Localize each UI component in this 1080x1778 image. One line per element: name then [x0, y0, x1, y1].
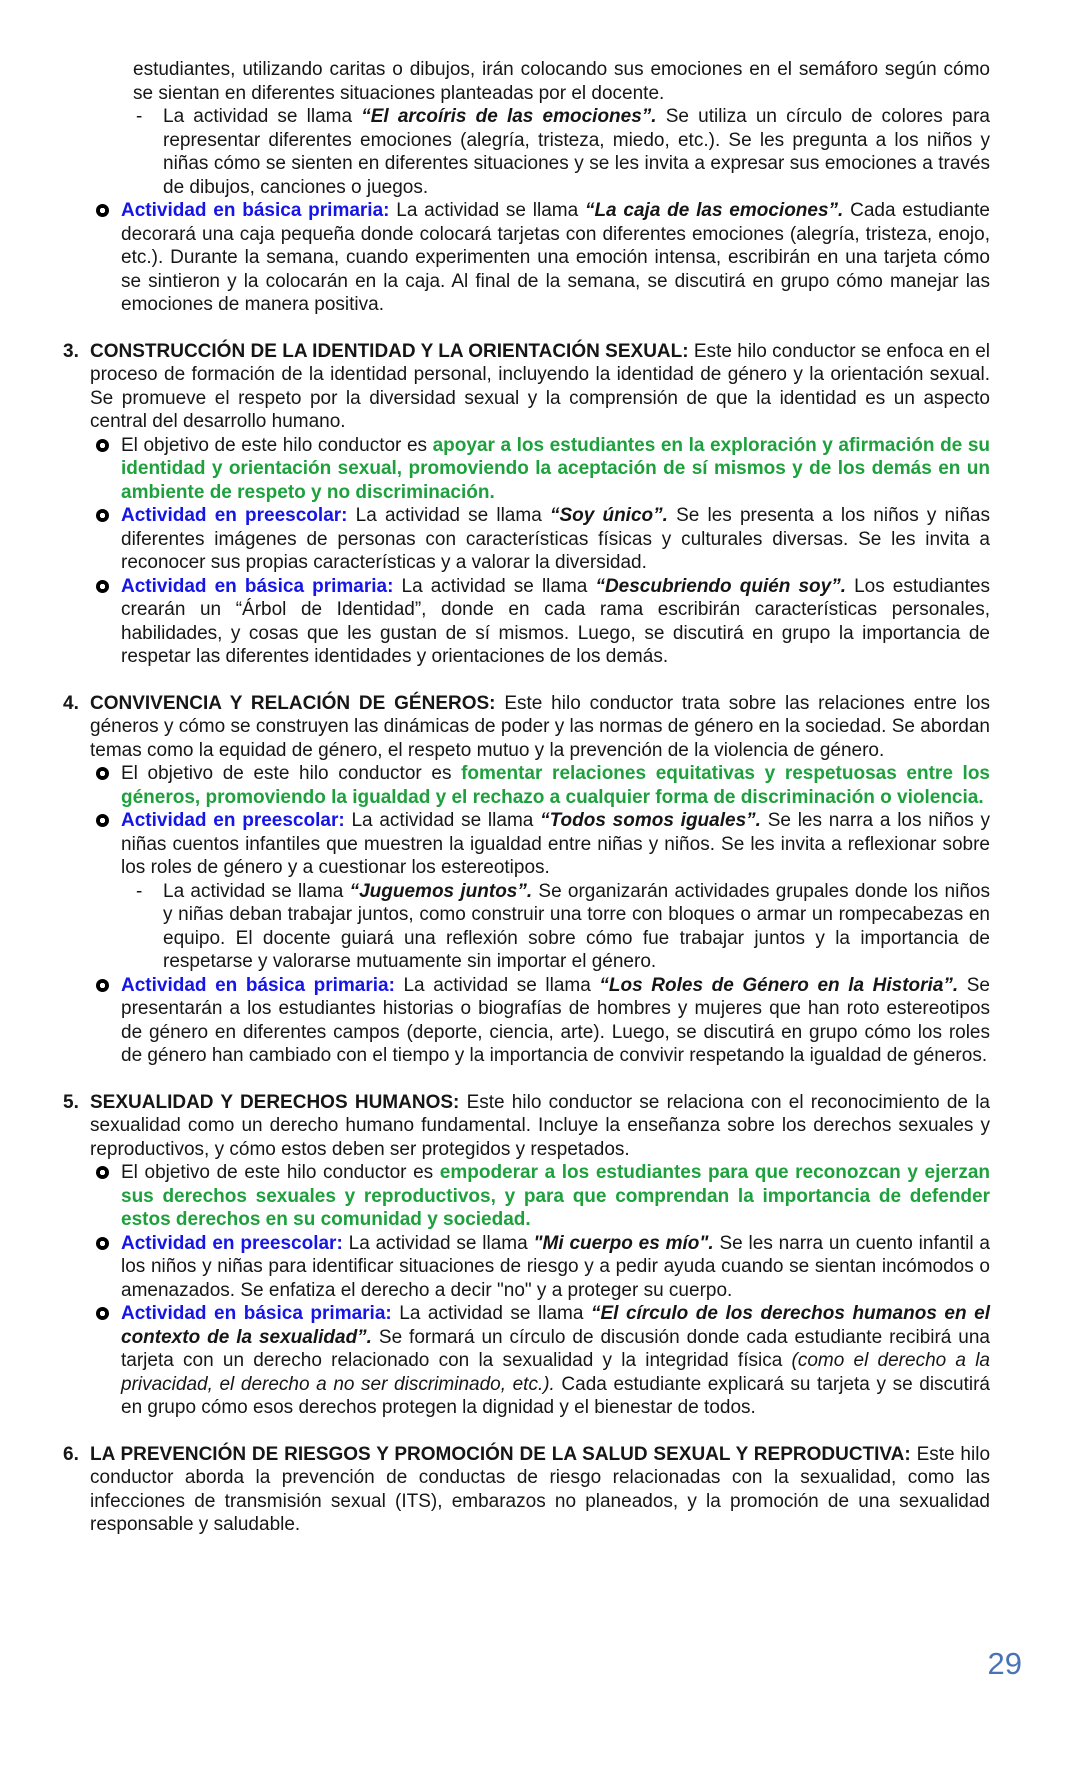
text-run: Se presentarán a los estudiantes historias o biografías de hombres y mujeres que han roto estereotipos de género en diferentes campos (deporte, ciencia, arte). Luego, se discutirá en grupo cómo los roles de género han cambiado con el tiempo y la importancia de convivir respetando la igualdad de géneros. [121, 974, 990, 1066]
text-run: Se les presenta a los niños y niñas diferentes imágenes de personas con características físicas y culturales diversas. Se les invita a reconocer sus propias características y a valorar la diversidad. [121, 505, 990, 573]
activity-name: "Mi cuerpo es mío". [533, 1232, 714, 1254]
numbered-section [63, 1443, 991, 1537]
bullet-icon [96, 439, 109, 452]
section-heading: SEXUALIDAD Y DERECHOS HUMANOS: [90, 1091, 460, 1113]
activity-label: Actividad en preescolar: [121, 1232, 343, 1254]
list-number: 3. [63, 340, 79, 362]
italic-note: (como el derecho a la privacidad, el derecho a no ser discriminado, etc.). [121, 1350, 991, 1395]
text-run: La actividad se llama [389, 200, 585, 221]
list-number: 6. [63, 1443, 79, 1465]
bullet-icon [96, 204, 109, 217]
bullet-item [121, 1161, 990, 1232]
text-run: La actividad se llama [163, 880, 350, 902]
activity-label: Actividad en básica primaria: [121, 1303, 392, 1324]
activity-label: Actividad en preescolar: [121, 505, 348, 526]
activity-label: Actividad en básica primaria: [121, 575, 394, 597]
text-run: Este hilo conductor trata sobre las relaciones entre los géneros y cómo se construyen las dinámicas de poder y las normas de género en la sociedad. Se abordan temas como la equidad de género, el respeto mutuo y la prevención de la violencia de género. [90, 692, 991, 761]
bullet-icon [96, 580, 109, 593]
bullet-item [121, 974, 990, 1068]
dash-sub-item [136, 880, 990, 974]
activity-name: “Soy único”. [549, 505, 668, 526]
activity-label: Actividad en básica primaria: [121, 200, 390, 221]
bullet-icon [96, 1307, 109, 1320]
section-heading: CONSTRUCCIÓN DE LA IDENTIDAD Y LA ORIENTACIÓN SEXUAL: [90, 340, 689, 362]
text-run: El objetivo de este hilo conductor es [121, 434, 433, 456]
text-run: Los estudiantes crearán un “Árbol de Identidad”, donde en cada rama escribirán características personales, habilidades, y cosas que les gustan de sí mismos. Luego, se discutirá en grupo la importancia de respetar las diferentes identidades y orientaciones de los demás. [121, 575, 990, 667]
text-run: Este hilo conductor se relaciona con el reconocimiento de la sexualidad como un derecho humano fundamental. Incluye la enseñanza sobre los derechos sexuales y reproductivos, y cómo estos deben ser protegidos y respetados. [90, 1091, 990, 1160]
list-number: 5. [63, 1091, 79, 1113]
section-heading: CONVIVENCIA Y RELACIÓN DE GÉNEROS: [90, 692, 496, 714]
bullet-item [121, 762, 990, 809]
text-run: Se formará un círculo de discusión donde cada estudiante recibirá una tarjeta con un derecho relacionado con la sexualidad y la integridad física [121, 1326, 990, 1371]
text-run: Se les narra un cuento infantil a los niños y niñas para identificar situaciones de riesgo y a pedir ayuda cuando se sientan incómodos o amenazados. Se enfatiza el derecho a decir "no" y a proteger su cuerpo. [121, 1232, 990, 1301]
page-number: 29 [987, 1646, 1022, 1681]
text-run: Se utiliza un círculo de colores para representar diferentes emociones (alegría, tristeza, miedo, etc.). Se les pregunta a los niños y niñas cómo se sienten en diferentes situaciones y se les invita a expresar sus emociones a través de dibujos, canciones o juegos. [163, 106, 990, 198]
text-run: La actividad se llama [342, 1232, 534, 1254]
bullet-icon [96, 979, 109, 992]
text-run: La actividad se llama [394, 974, 600, 996]
bullet-item [121, 1232, 990, 1303]
text-run: La actividad se llama [393, 575, 596, 597]
text-run: El objetivo de este hilo conductor es [121, 1162, 440, 1183]
continuation-paragraph [133, 58, 990, 105]
activity-name: “El arcoíris de las emociones”. [361, 106, 657, 127]
activity-name: “La caja de las emociones”. [584, 200, 844, 221]
activity-name: “Los Roles de Género en la Historia”. [599, 974, 959, 996]
text-run: La actividad se llama [344, 810, 541, 831]
numbered-section [63, 340, 990, 434]
activity-name: “Todos somos iguales”. [540, 810, 761, 831]
text-run: Este hilo conductor se enfoca en el proceso de formación de la identidad personal, incluyendo la identidad de género y la orientación sexual. Se promueve el respeto por la diversidad sexual y la comprensión de que la identidad es un aspecto central del desarrollo humano. [90, 340, 990, 432]
numbered-section [63, 1091, 990, 1162]
objective-highlight: empoderar a los estudiantes para que reconozcan y ejerzan sus derechos sexuales y reproductivos, y para que comprendan la importancia de defender estos derechos en su comunidad y sociedad. [121, 1162, 990, 1230]
objective-highlight: fomentar relaciones equitativas y respetuosas entre los géneros, promoviendo la igualdad y el rechazo a cualquier forma de discriminación o violencia. [121, 763, 991, 808]
bullet-item [121, 1302, 990, 1420]
objective-highlight: apoyar a los estudiantes en la exploración y afirmación de su identidad y orientación sexual, promoviendo la aceptación de sí mismos y de los demás en un ambiente de respeto y no discriminación. [121, 434, 991, 503]
text-run: Cada estudiante explicará su tarjeta y se discutirá en grupo cómo esos derechos protegen la dignidad y el bienestar de todos. [121, 1373, 990, 1418]
activity-name: “Juguemos juntos”. [349, 880, 533, 902]
text-run: Se organizarán actividades grupales donde los niños y niñas deban trabajar juntos, como construir una torre con bloques o armar un rompecabezas en equipo. El docente guiará una reflexión sobre cómo fue trabajar juntos y la importancia de respetarse y valorarse mutuamente sin importar el género. [163, 880, 990, 972]
text-run: La actividad se llama [391, 1303, 591, 1324]
text-run: La actividad se llama [163, 106, 362, 127]
dash-icon: - [136, 880, 143, 902]
text-run: Cada estudiante decorará una caja pequeña donde colocará tarjetas con diferentes emociones (alegría, tristeza, enojo, etc.). Durante la semana, cuando experimenten una emoción intensa, escribirán en una tarjeta cómo se sintieron y la colocarán en la caja. Al final de la semana, se discutirá en grupo cómo manejar las emociones de manera positiva. [121, 200, 990, 315]
numbered-section [63, 692, 991, 763]
activity-label: Actividad en básica primaria: [121, 974, 395, 996]
bullet-icon [96, 509, 109, 522]
bullet-item [121, 504, 990, 575]
text-run: El objetivo de este hilo conductor es [121, 763, 462, 784]
activity-label: Actividad en preescolar: [121, 810, 345, 831]
dash-icon: - [136, 106, 143, 127]
bullet-icon [96, 1237, 109, 1250]
list-number: 4. [63, 692, 79, 714]
bullet-item [121, 809, 990, 880]
bullet-icon [96, 814, 109, 827]
bullet-item [121, 199, 990, 317]
bullet-icon [96, 767, 109, 780]
text-run: La actividad se llama [347, 505, 550, 526]
activity-name: “El círculo de los derechos humanos en el contexto de la sexualidad”. [121, 1303, 990, 1348]
section-heading: LA PREVENCIÓN DE RIESGOS Y PROMOCIÓN DE LA SALUD SEXUAL Y REPRODUCTIVA: [90, 1443, 911, 1465]
text-run: Se les narra a los niños y niñas cuentos infantiles que muestren la igualdad entre niñas y niños. Se les invita a reflexionar sobre los roles de género y a cuestionar los estereotipos. [121, 810, 990, 878]
dash-sub-item [136, 105, 990, 199]
bullet-icon [96, 1166, 109, 1179]
text-run: Este hilo conductor aborda la prevención de conductas de riesgo relacionadas con la sexualidad, como las infecciones de transmisión sexual (ITS), embarazos no planeados, y la promoción de una sexualidad responsable y saludable. [90, 1443, 991, 1535]
activity-name: “Descubriendo quién soy”. [595, 575, 846, 597]
bullet-item [121, 434, 990, 505]
text-run: estudiantes, utilizando caritas o dibujos, irán colocando sus emociones en el semáforo según cómo se sientan en diferentes situaciones planteadas por el docente. [133, 59, 990, 104]
document-content [0, 58, 1080, 1537]
bullet-item [121, 575, 990, 669]
